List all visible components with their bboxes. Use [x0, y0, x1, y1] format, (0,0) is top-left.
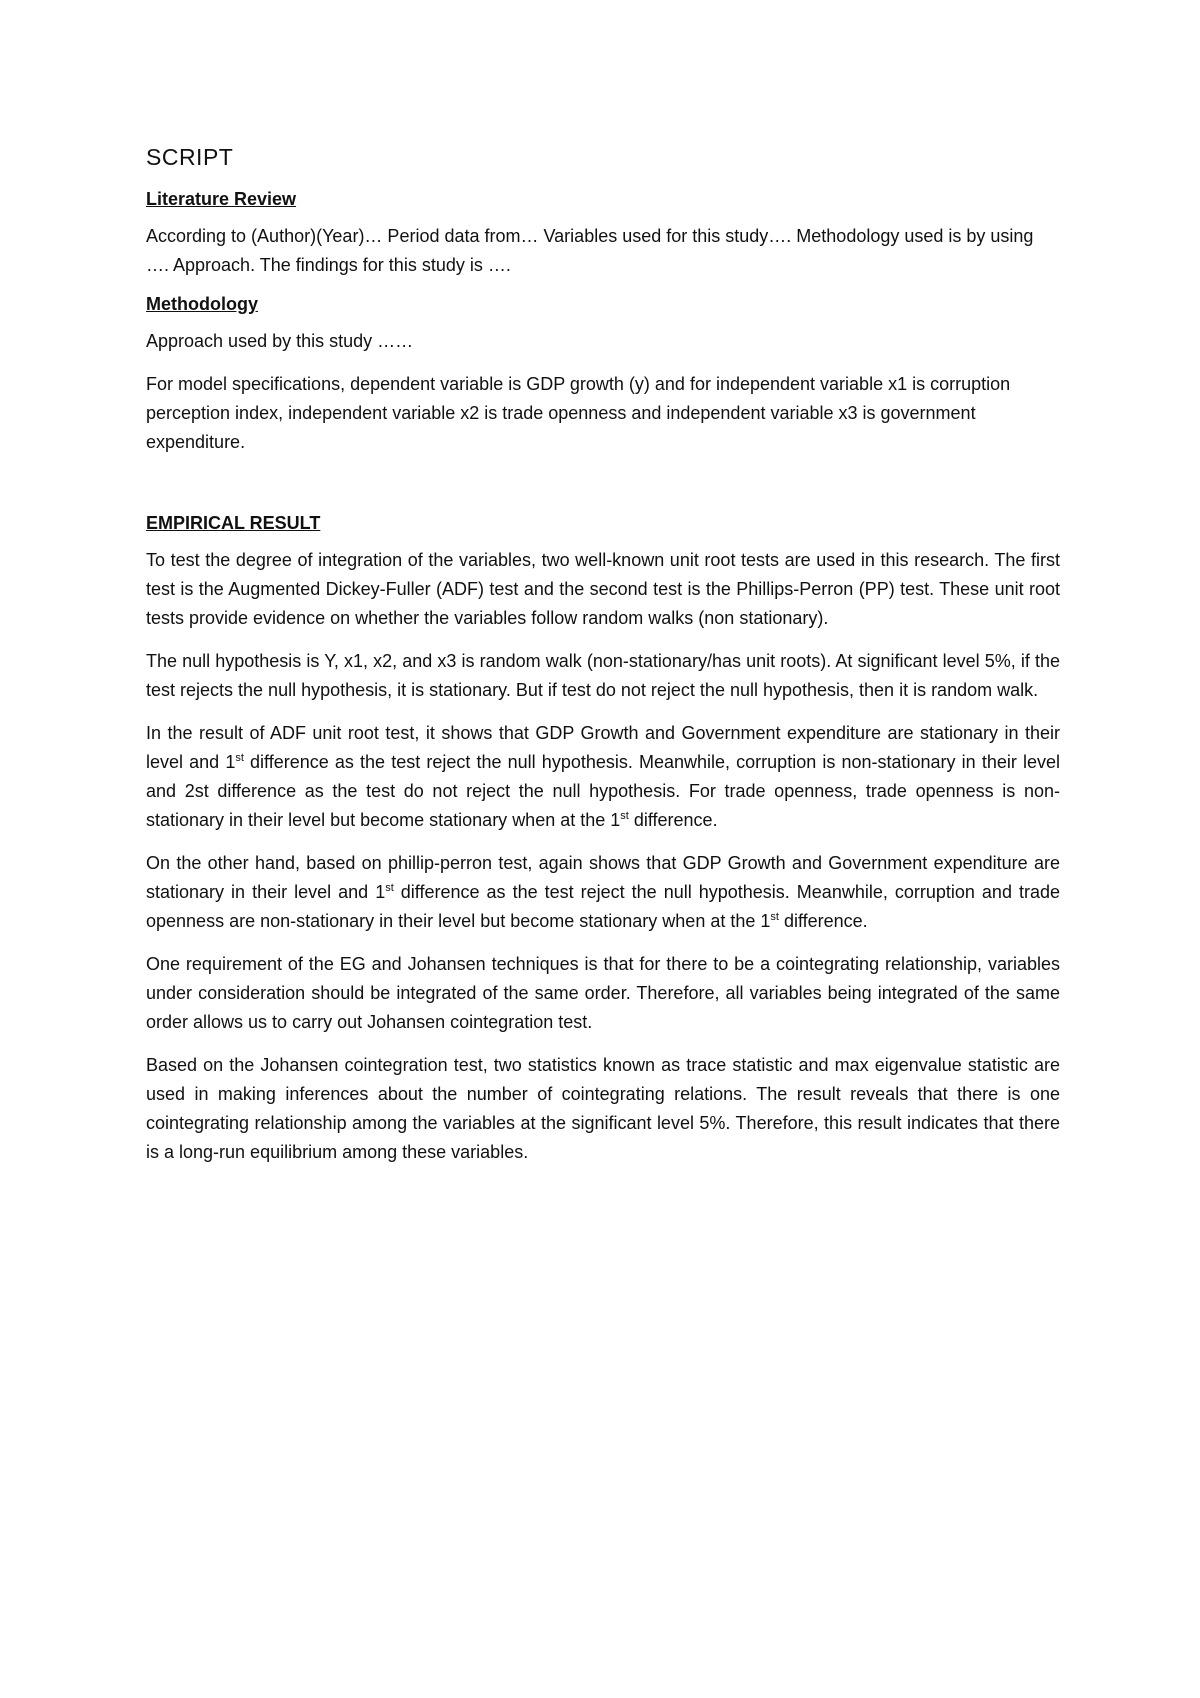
adf-superscript-2: st [620, 810, 629, 822]
adf-text-part-1: In the result of ADF unit root test, it shows that GDP Growth and Government expenditure are stationary in their level and 1 [146, 723, 1060, 772]
empirical-paragraph-unit-root-tests: To test the degree of integration of the variables, two well-known unit root tests are used in this research. The first test is the Augmented Dickey-Fuller (ADF) test and the second test is the Phillips-Perron (PP) test. These unit root tests provide evidence on whether the variables follow random walks (non stationary). [146, 550, 1060, 628]
empirical-paragraph-cointegration-result: Based on the Johansen cointegration test, two statistics known as trace statistic and max eigenvalue statistic are used in making inferences about the number of cointegrating relations. The result reveals that there is one cointegrating relationship among the variables at the significant level 5%. Therefore, this result indicates that there is a long-run equilibrium among these variables. [146, 1055, 1060, 1162]
document-title: SCRIPT [146, 144, 234, 170]
empirical-paragraph-eg-johansen: One requirement of the EG and Johansen techniques is that for there to be a cointegrating relationship, variables under consideration should be integrated of the same order. Therefore, all variables being integrated of the same order allows us to carry out Johansen cointegration test. [146, 954, 1060, 1032]
empirical-result-heading: EMPIRICAL RESULT [146, 513, 321, 533]
pp-superscript-2: st [770, 911, 779, 923]
adf-text-part-2: difference as the test reject the null hypothesis. Meanwhile, corruption is non-stationary in their level and 2st difference as the test do not reject the null hypothesis. For trade openness, trade openness is non-stationary in their level but become stationary when at the 1 [146, 752, 1060, 830]
methodology-approach: Approach used by this study …… [146, 331, 414, 351]
literature-review-heading: Literature Review [146, 189, 297, 209]
pp-text-part-2: difference as the test reject the null hypothesis. Meanwhile, corruption and trade openness are non-stationary in their level but become stationary when at the 1 [146, 882, 1060, 931]
empirical-paragraph-null-hypothesis: The null hypothesis is Y, x1, x2, and x3 is random walk (non-stationary/has unit roots). At significant level 5%, if the test rejects the null hypothesis, it is stationary. But if test do not reject the null hypothesis, then it is random walk. [146, 651, 1060, 700]
methodology-model-spec: For model specifications, dependent variable is GDP growth (y) and for independent variable x1 is corruption perception index, independent variable x2 is trade openness and independent variable x3 is government expenditure. [146, 374, 1011, 452]
adf-superscript-1: st [235, 752, 244, 764]
empirical-paragraph-adf-result [146, 719, 1060, 835]
methodology-heading: Methodology [146, 294, 258, 314]
adf-text-part-3: difference. [628, 810, 718, 830]
document-body [146, 144, 1060, 1181]
pp-text-part-1: On the other hand, based on phillip-perron test, again shows that GDP Growth and Government expenditure are stationary in their level and 1 [146, 853, 1060, 902]
empirical-paragraph-pp-result [146, 849, 1060, 936]
pp-superscript-1: st [385, 882, 394, 894]
pp-text-part-3: difference. [778, 911, 868, 931]
literature-review-paragraph: According to (Author)(Year)… Period data from… Variables used for this study…. Methodology used is by using …. Approach. The findings for this study is …. [146, 226, 1034, 275]
